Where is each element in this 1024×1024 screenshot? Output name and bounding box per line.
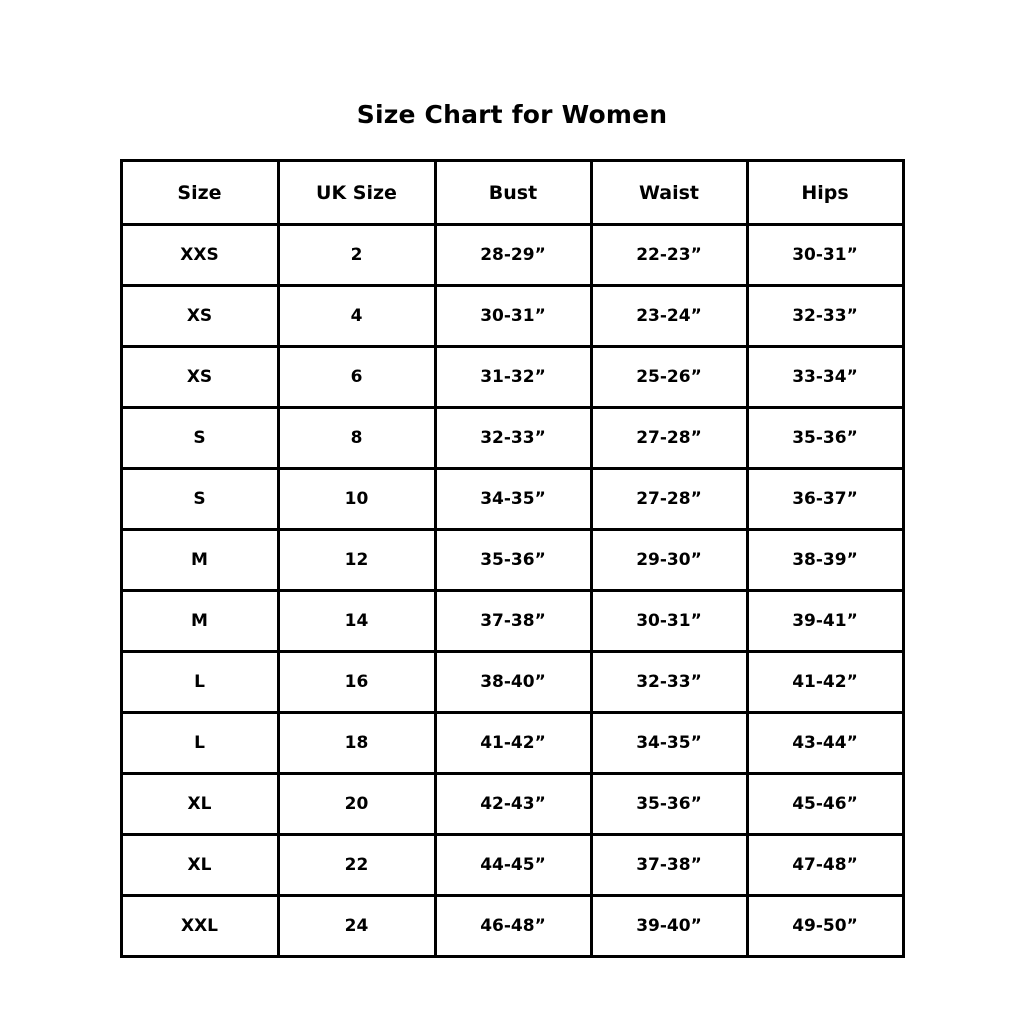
cell-size: XL — [121, 835, 278, 896]
cell-hips: 49-50” — [747, 896, 903, 957]
cell-size: S — [121, 408, 278, 469]
table-row — [121, 225, 903, 286]
table-row — [121, 347, 903, 408]
cell-size: M — [121, 591, 278, 652]
cell-hips: 30-31” — [747, 225, 903, 286]
table-row — [121, 286, 903, 347]
table-header — [121, 161, 903, 225]
cell-waist: 27-28” — [591, 408, 747, 469]
cell-size: XL — [121, 774, 278, 835]
cell-bust: 41-42” — [435, 713, 591, 774]
cell-uk-size: 22 — [278, 835, 435, 896]
cell-bust: 38-40” — [435, 652, 591, 713]
cell-waist: 34-35” — [591, 713, 747, 774]
cell-waist: 25-26” — [591, 347, 747, 408]
cell-uk-size: 24 — [278, 896, 435, 957]
cell-uk-size: 20 — [278, 774, 435, 835]
cell-waist: 22-23” — [591, 225, 747, 286]
cell-waist: 29-30” — [591, 530, 747, 591]
cell-hips: 38-39” — [747, 530, 903, 591]
cell-hips: 33-34” — [747, 347, 903, 408]
table-row — [121, 408, 903, 469]
cell-size: XXS — [121, 225, 278, 286]
table-row — [121, 530, 903, 591]
cell-size: M — [121, 530, 278, 591]
cell-uk-size: 8 — [278, 408, 435, 469]
cell-uk-size: 16 — [278, 652, 435, 713]
cell-bust: 37-38” — [435, 591, 591, 652]
cell-waist: 32-33” — [591, 652, 747, 713]
cell-waist: 30-31” — [591, 591, 747, 652]
page-title: Size Chart for Women — [356, 100, 668, 129]
table-row — [121, 896, 903, 957]
table-row — [121, 713, 903, 774]
column-header-bust: Bust — [435, 161, 591, 225]
cell-uk-size: 4 — [278, 286, 435, 347]
cell-uk-size: 10 — [278, 469, 435, 530]
cell-waist: 35-36” — [591, 774, 747, 835]
cell-uk-size: 12 — [278, 530, 435, 591]
cell-hips: 35-36” — [747, 408, 903, 469]
column-header-uk-size: UK Size — [278, 161, 435, 225]
table-header-row — [121, 161, 903, 225]
size-chart-table — [120, 159, 905, 958]
cell-bust: 46-48” — [435, 896, 591, 957]
cell-hips: 45-46” — [747, 774, 903, 835]
cell-bust: 31-32” — [435, 347, 591, 408]
column-header-hips: Hips — [747, 161, 903, 225]
size-chart-table-wrapper — [120, 159, 905, 958]
cell-bust: 30-31” — [435, 286, 591, 347]
table-row — [121, 774, 903, 835]
cell-uk-size: 18 — [278, 713, 435, 774]
column-header-size: Size — [121, 161, 278, 225]
cell-uk-size: 6 — [278, 347, 435, 408]
cell-bust: 34-35” — [435, 469, 591, 530]
cell-size: S — [121, 469, 278, 530]
cell-bust: 42-43” — [435, 774, 591, 835]
cell-bust: 32-33” — [435, 408, 591, 469]
table-row — [121, 835, 903, 896]
cell-hips: 32-33” — [747, 286, 903, 347]
cell-waist: 37-38” — [591, 835, 747, 896]
table-row — [121, 652, 903, 713]
column-header-waist: Waist — [591, 161, 747, 225]
cell-size: L — [121, 713, 278, 774]
cell-bust: 44-45” — [435, 835, 591, 896]
cell-waist: 27-28” — [591, 469, 747, 530]
table-body — [121, 225, 903, 957]
table-row — [121, 469, 903, 530]
cell-waist: 39-40” — [591, 896, 747, 957]
cell-bust: 28-29” — [435, 225, 591, 286]
cell-hips: 36-37” — [747, 469, 903, 530]
cell-waist: 23-24” — [591, 286, 747, 347]
cell-uk-size: 2 — [278, 225, 435, 286]
cell-hips: 43-44” — [747, 713, 903, 774]
cell-size: XXL — [121, 896, 278, 957]
cell-size: XS — [121, 286, 278, 347]
table-row — [121, 591, 903, 652]
cell-size: XS — [121, 347, 278, 408]
cell-uk-size: 14 — [278, 591, 435, 652]
cell-hips: 41-42” — [747, 652, 903, 713]
cell-size: L — [121, 652, 278, 713]
cell-hips: 47-48” — [747, 835, 903, 896]
cell-bust: 35-36” — [435, 530, 591, 591]
cell-hips: 39-41” — [747, 591, 903, 652]
